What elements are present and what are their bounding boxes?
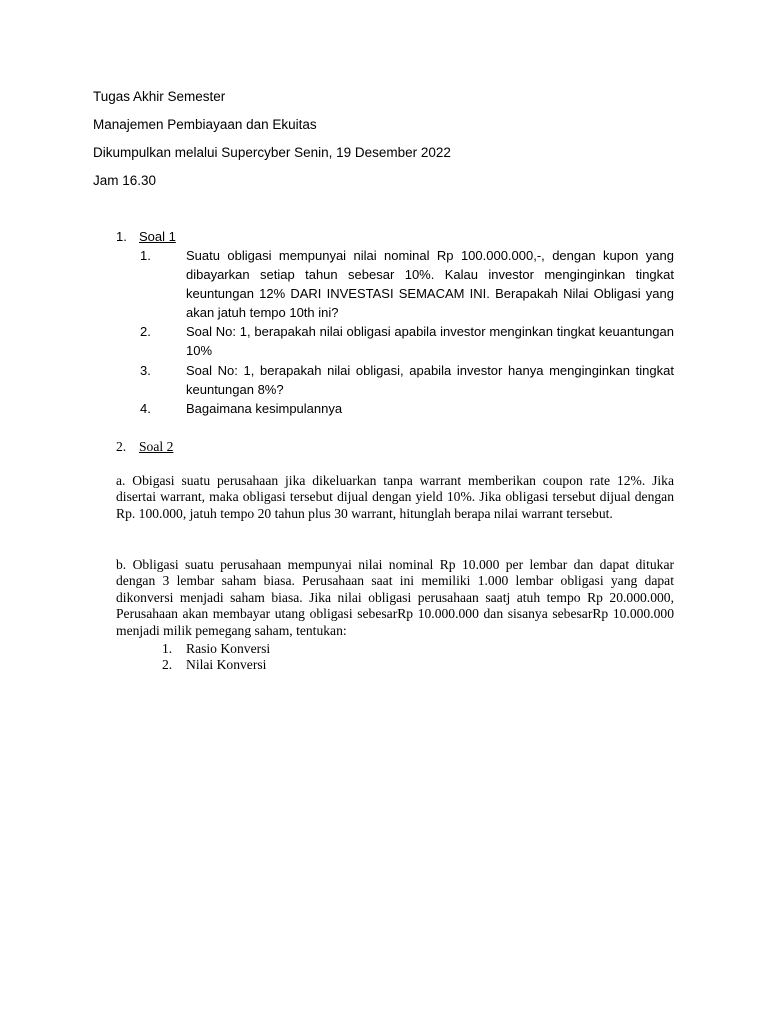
submission-info: Dikumpulkan melalui Supercyber Senin, 19 Desember 2022 (93, 145, 451, 160)
soal2-title: Soal 2 (139, 439, 174, 454)
soal1-item-number: 3. (140, 363, 151, 378)
soal1-title: Soal 1 (139, 229, 176, 244)
soal1-item-number: 4. (140, 401, 151, 416)
soal2-paragraph-a: a. Obigasi suatu perusahaan jika dikeluarkan tanpa warrant memberikan coupon rate 12%. Jika disertai warrant, maka obligasi tersebut dijual dengan yield 10%. Jika obligasi tersebut dijual dengan Rp. 100.000, jatuh tempo 20 tahun plus 30 warrant, hitunglah berapa nilai warrant tersebut. (116, 473, 674, 521)
soal1-item-text: Soal No: 1, berapakah nilai obligasi apabila investor menginkan tingkat keuantungan 10% (186, 324, 674, 358)
soal1-number: 1. (116, 229, 127, 244)
soal1-item-number: 2. (140, 324, 151, 339)
soal1-item-text: Suatu obligasi mempunyai nilai nominal Rp 100.000.000,-, dengan kupon yang dibayarkan setiap tahun sebesar 10%. Kalau investor menginginkan tingkat keuntungan 12% DARI INVESTASI SEMACAM INI. Berapakah Nilai Obligasi yang akan jatuh tempo 10th ini? (186, 248, 674, 320)
course-name: Manajemen Pembiayaan dan Ekuitas (93, 117, 317, 132)
soal1-item-text: Bagaimana kesimpulannya (186, 401, 343, 416)
assignment-title: Tugas Akhir Semester (93, 89, 226, 104)
soal2-subitem-number: 2. (162, 657, 173, 672)
soal2-subitem-number: 1. (162, 641, 173, 656)
soal2-paragraph-b: b. Obligasi suatu perusahaan mempunyai nilai nominal Rp 10.000 per lembar dan dapat ditukar dengan 3 lembar saham biasa. Perusahaan saat ini memiliki 1.000 lembar obligasi yang dapat dikonversi menjadi saham biasa. Jika nilai obligasi perusahaan saatj atuh tempo Rp 20.000.000, Perusahaan akan membayar utang obligasi sebesarRp 10.000.000 dan sisanya sebesarRp 10.000.000 menjadi milik pemegang saham, tentukan: (116, 557, 674, 638)
submission-time: Jam 16.30 (93, 173, 157, 188)
soal1-item-number: 1. (140, 248, 151, 263)
soal2-subitem-text: Nilai Konversi (186, 657, 267, 672)
soal2-number: 2. (116, 439, 127, 454)
soal2-subitem-text: Rasio Konversi (186, 641, 271, 656)
soal1-item-text: Soal No: 1, berapakah nilai obligasi, apabila investor hanya menginginkan tingkat keuntungan 8%? (186, 363, 674, 397)
